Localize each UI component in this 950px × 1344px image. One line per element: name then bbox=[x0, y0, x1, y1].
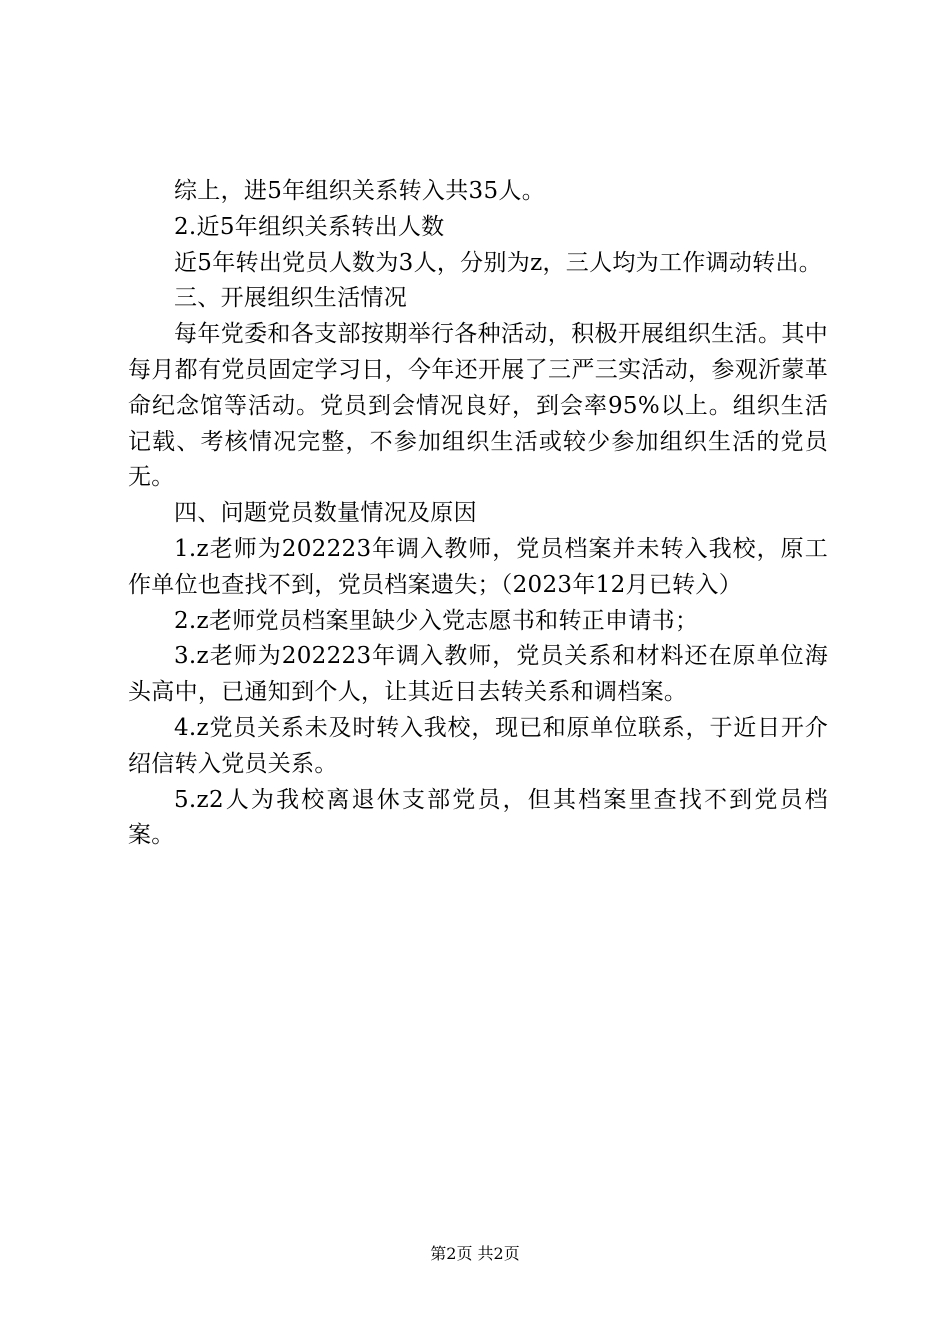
list-item-problem-3: 3.z老师为202223年调入教师，党员关系和材料还在原单位海头高中，已通知到个人，让其近日去转关系和调档案。 bbox=[128, 643, 828, 706]
list-item-problem-2: 2.z老师党员档案里缺少入党志愿书和转正申请书； bbox=[174, 607, 699, 634]
paragraph-summary-transfer-in: 综上，进5年组织关系转入共35人。 bbox=[174, 178, 545, 204]
section-heading-organization-life: 三、开展组织生活情况 bbox=[174, 285, 407, 312]
list-item-problem-1: 1.z老师为202223年调入教师，党员档案并未转入我校，原工作单位也查找不到，党员档案遗失；（2023年12月已转入） bbox=[128, 535, 828, 598]
list-item-problem-4: 4.z党员关系未及时转入我校，现已和原单位联系，于近日开介绍信转入党员关系。 bbox=[128, 714, 828, 777]
paragraph-transfer-out-detail: 近5年转出党员人数为3人，分别为z，三人均为工作调动转出。 bbox=[174, 249, 823, 276]
document-body bbox=[128, 174, 828, 854]
section-heading-problem-members: 四、问题党员数量情况及原因 bbox=[174, 500, 477, 527]
paragraph-organization-life-detail: 每年党委和各支部按期举行各种活动，积极开展组织生活。其中每月都有党员固定学习日，今年还开展了三严三实活动，参观沂蒙革命纪念馆等活动。党员到会情况良好，到会率95%以上。组织生活记载、考核情况完整，不参加组织生活或较少参加组织生活的党员无。 bbox=[128, 321, 828, 491]
paragraph-heading-transfer-out: 2.近5年组织关系转出人数 bbox=[174, 213, 445, 240]
page-number-footer: 第2页 共2页 bbox=[430, 1244, 520, 1263]
list-item-problem-5: 5.z2人为我校离退休支部党员，但其档案里查找不到党员档案。 bbox=[128, 786, 828, 849]
